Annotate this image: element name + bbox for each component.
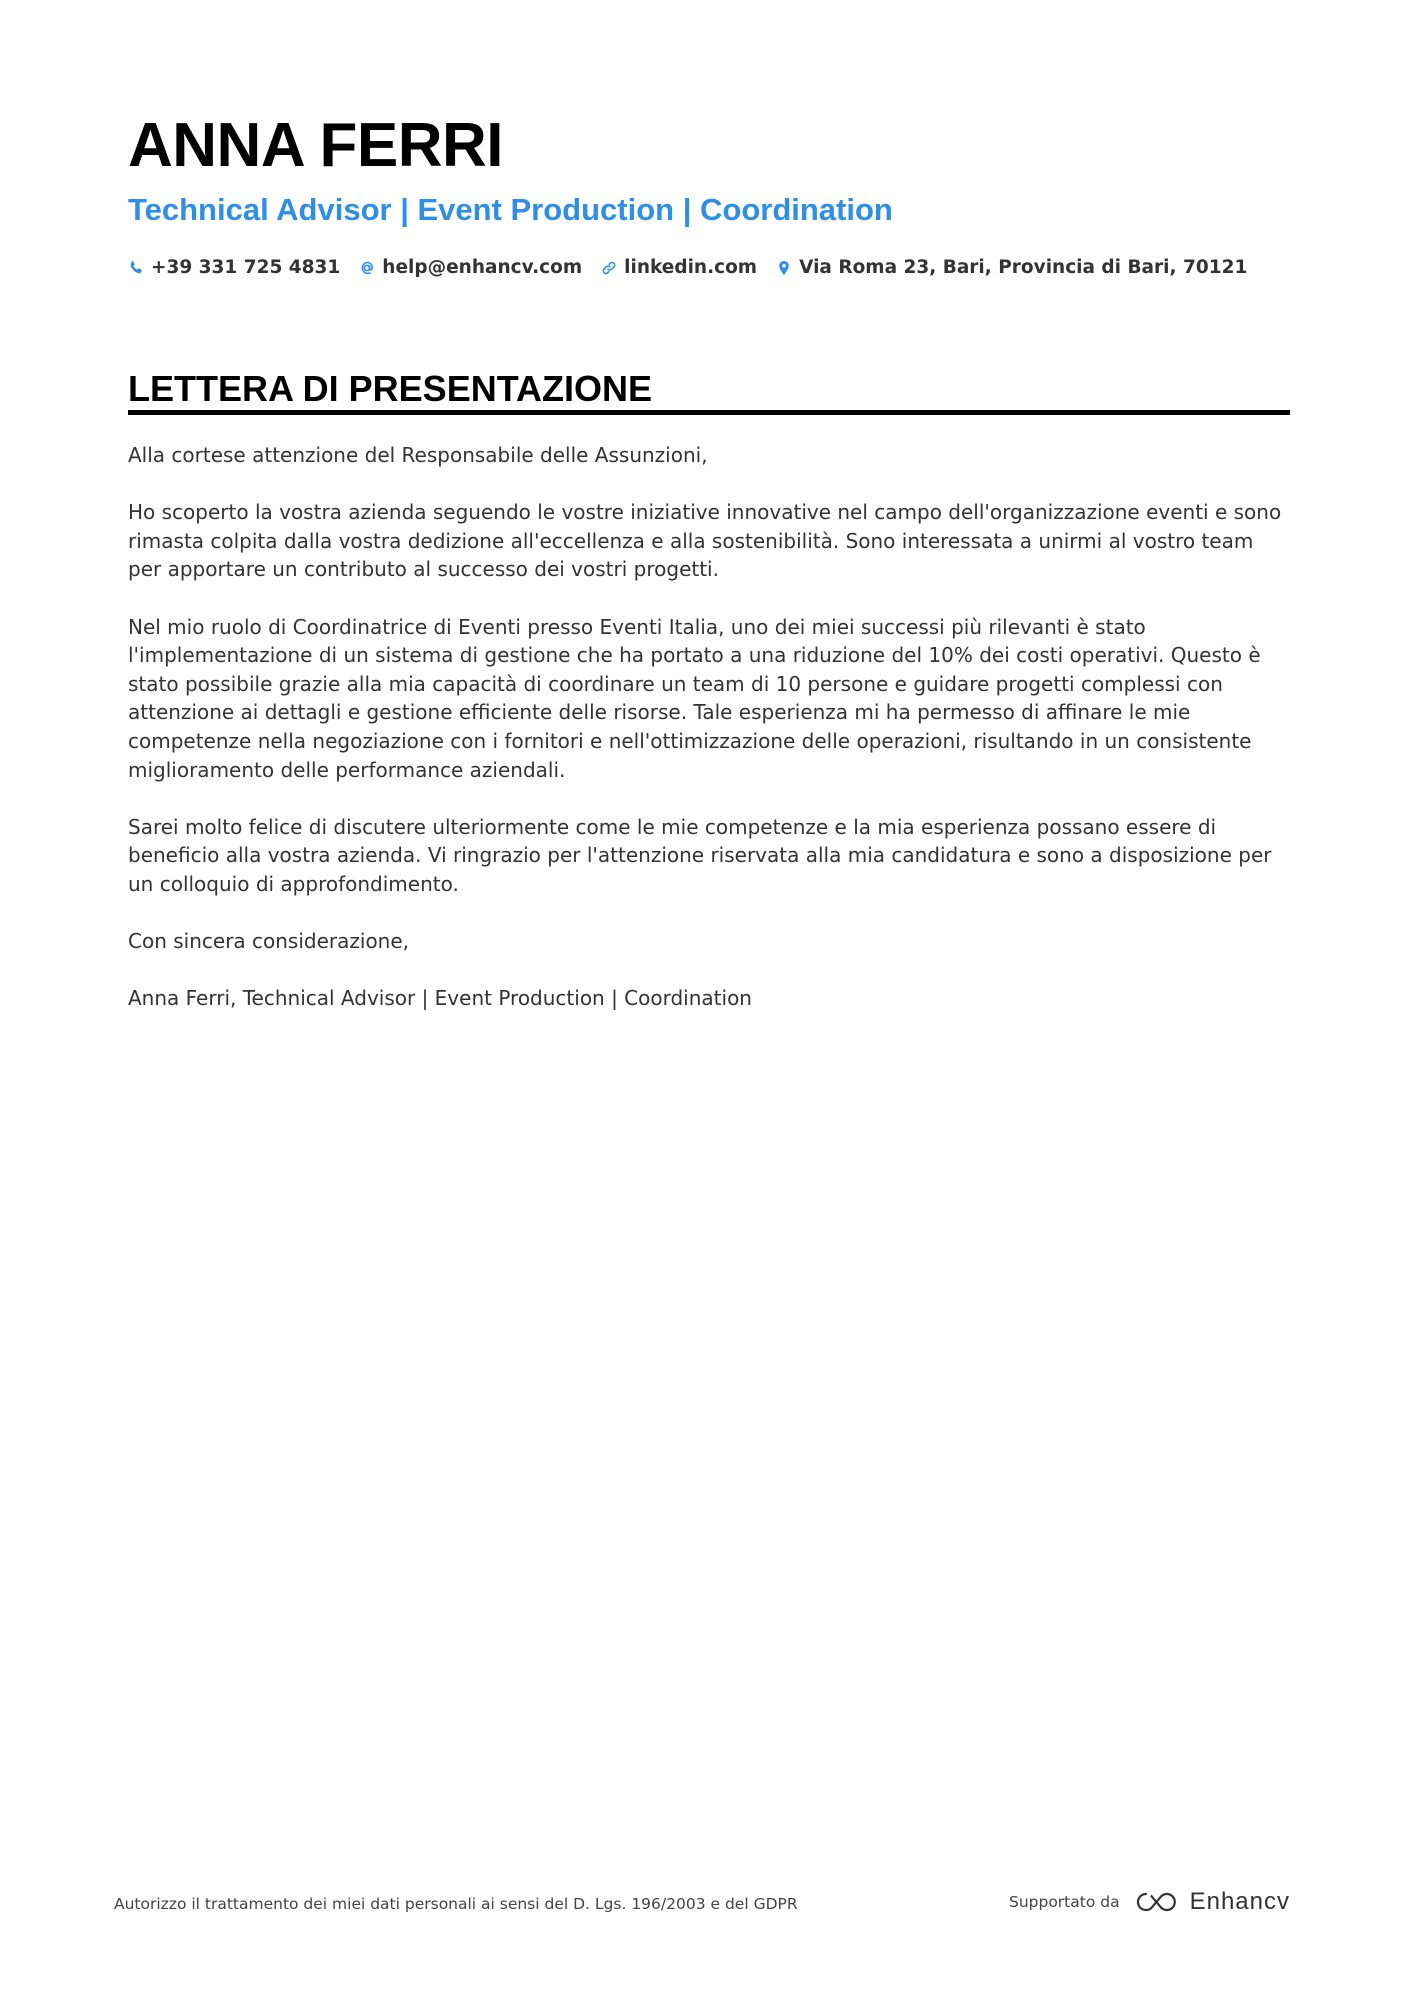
candidate-headline: Technical Advisor | Event Production | Coordination <box>128 192 893 227</box>
contact-phone-text: +39 331 725 4831 <box>151 257 341 278</box>
letter-paragraph: Nel mio ruolo di Coordinatrice di Eventi presso Eventi Italia, uno dei miei successi più rilevanti è stato l'implementazione di un sistema di gestione che ha portato a una riduzione del 10% dei costi operativi. Questo è stato possibile grazie alla mia capacità di coordinare un team di 10 persone e guidare progetti complessi con attenzione ai dettagli e gestione efficiente delle risorse. Tale esperienza mi ha permesso di affinare le mie competenze nella negoziazione con i fornitori e nell'ottimizzazione delle operazioni, risultando in un consistente miglioramento delle performance aziendali. <box>128 614 1261 782</box>
letter-paragraph: Ho scoperto la vostra azienda seguendo le vostre iniziative innovative nel campo dell'organizzazione eventi e sono rimasta colpita dalla vostra dedizione all'eccellenza e alla sostenibilità. Sono interessata a unirmi al vostro team per apportare un contributo al successo dei vostri progetti. <box>128 500 1282 582</box>
powered-by-label: Supportato da <box>1008 1893 1120 1911</box>
brand-name: Enhancv <box>1189 1888 1290 1915</box>
phone-icon <box>128 260 144 276</box>
contact-email-text: help@enhancv.com <box>382 257 583 278</box>
contact-linkedin-text: linkedin.com <box>624 257 758 278</box>
section-divider <box>128 410 1290 415</box>
contact-phone[interactable] <box>128 254 340 282</box>
privacy-consent: Autorizzo il trattamento dei miei dati personali ai sensi del D. Lgs. 196/2003 e del GDPR <box>114 1895 798 1913</box>
enhancv-logo-icon <box>1134 1890 1180 1914</box>
letter-closing: Con sincera considerazione, <box>128 929 410 954</box>
contact-address <box>776 254 1247 282</box>
letter-body <box>128 441 1290 1041</box>
at-sign-icon <box>359 260 375 276</box>
contact-bar <box>128 254 1266 282</box>
contact-linkedin[interactable] <box>601 254 757 282</box>
contact-address-text: Via Roma 23, Bari, Provincia di Bari, 70121 <box>799 257 1248 278</box>
location-pin-icon <box>776 260 792 276</box>
letter-signature: Anna Ferri, Technical Advisor | Event Production | Coordination <box>128 986 752 1011</box>
powered-by[interactable] <box>1009 1888 1290 1916</box>
section-title: LETTERA DI PRESENTAZIONE <box>128 368 653 409</box>
letter-paragraph: Sarei molto felice di discutere ulteriormente come le mie competenze e la mia esperienza possano essere di beneficio alla vostra azienda. Vi ringrazio per l'attenzione riservata alla mia candidatura e sono a disposizione per un colloquio di approfondimento. <box>128 814 1272 896</box>
contact-email[interactable] <box>359 254 582 282</box>
link-icon <box>601 260 617 276</box>
letter-salutation: Alla cortese attenzione del Responsabile delle Assunzioni, <box>128 443 708 467</box>
candidate-name: ANNA FERRI <box>128 111 504 180</box>
